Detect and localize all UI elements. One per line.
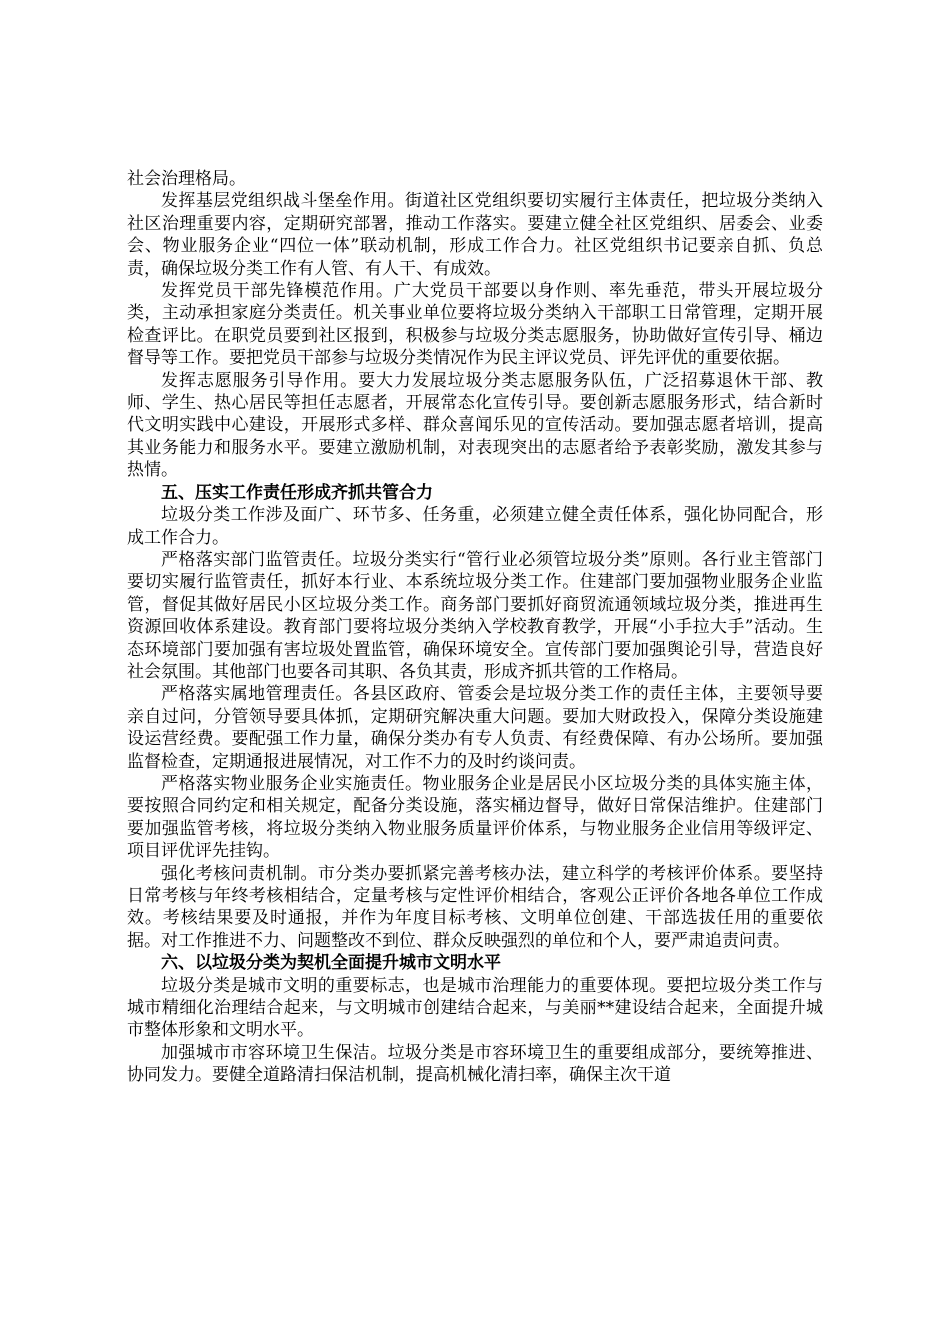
paragraph-8: 严格落实物业服务企业实施责任。物业服务企业是居民小区垃圾分类的具体实施主体，要按照合同约定和相关规定，配备分类设施，落实桶边督导，做好日常保洁维护。住建部门要加强监管考核，将垃圾分类纳入物业服务质量评价体系，与物业服务企业信用等级评定、项目评优评先挂钩。 bbox=[127, 773, 823, 862]
paragraph-4: 发挥志愿服务引导作用。要大力发展垃圾分类志愿服务队伍，广泛招募退休干部、教师、学生、热心居民等担任志愿者，开展常态化宣传引导。要创新志愿服务形式，结合新时代文明实践中心建设，开展形式多样、群众喜闻乐见的宣传活动。要加强志愿者培训，提高其业务能力和服务水平。要建立激励机制，对表现突出的志愿者给予表彰奖励，激发其参与热情。 bbox=[127, 370, 823, 481]
section-heading-6: 六、以垃圾分类为契机全面提升城市文明水平 bbox=[161, 953, 501, 974]
section-heading-5: 五、压实工作责任形成齐抓共管合力 bbox=[161, 482, 433, 503]
paragraph-1: 社会治理格局。 bbox=[127, 169, 246, 189]
paragraph-3: 发挥党员干部先锋模范作用。广大党员干部要以身作则、率先垂范，带头开展垃圾分类，主动承担家庭分类责任。机关事业单位要将垃圾分类纳入干部职工日常管理，定期开展检查评比。在职党员要到社区报到，积极参与垃圾分类志愿服务，协助做好宣传引导、桶边督导等工作。要把党员干部参与垃圾分类情况作为民主评议党员、评先评优的重要依据。 bbox=[127, 281, 823, 369]
paragraph-10: 垃圾分类是城市文明的重要标志，也是城市治理能力的重要体现。要把垃圾分类工作与城市精细化治理结合起来，与文明城市创建结合起来，与美丽**建设结合起来，全面提升城市整体形象和文明水平。 bbox=[127, 975, 823, 1041]
paragraph-9: 强化考核问责机制。市分类办要抓紧完善考核办法，建立科学的考核评价体系。要坚持日常考核与年终考核相结合，定量考核与定性评价相结合，客观公正评价各地各单位工作成效。考核结果要及时通报，并作为年度目标考核、文明单位创建、干部选拔任用的重要依据。对工作推进不力、问题整改不到位、群众反映强烈的单位和个人，要严肃追责问责。 bbox=[127, 863, 823, 951]
paragraph-2: 发挥基层党组织战斗堡垒作用。街道社区党组织要切实履行主体责任，把垃圾分类纳入社区治理重要内容，定期研究部署，推动工作落实。要建立健全社区党组织、居委会、业委会、物业服务企业“四位一体”联动机制，形成工作合力。社区党组织书记要亲自抓、负总责，确保垃圾分类工作有人管、有人干、有成效。 bbox=[127, 191, 823, 279]
paragraph-5: 垃圾分类工作涉及面广、环节多、任务重，必须建立健全责任体系，强化协同配合，形成工作合力。 bbox=[127, 505, 823, 548]
paragraph-11: 加强城市市容环境卫生保洁。垃圾分类是市容环境卫生的重要组成部分，要统筹推进、协同发力。要健全道路清扫保洁机制，提高机械化清扫率，确保主次干道 bbox=[127, 1042, 823, 1086]
document-page bbox=[127, 168, 823, 1087]
paragraph-6: 严格落实部门监管责任。垃圾分类实行“管行业必须管垃圾分类”原则。各行业主管部门要切实履行监管责任，抓好本行业、本系统垃圾分类工作。住建部门要加强物业服务企业监管，督促其做好居民小区垃圾分类工作。商务部门要抓好商贸流通领域垃圾分类，推进再生资源回收体系建设。教育部门要将垃圾分类纳入学校教育教学，开展“小手拉大手”活动。生态环境部门要加强有害垃圾处置监管，确保环境安全。宣传部门要加强舆论引导，营造良好社会氛围。其他部门也要各司其职、各负其责，形成齐抓共管的工作格局。 bbox=[127, 549, 823, 682]
paragraph-7: 严格落实属地管理责任。各县区政府、管委会是垃圾分类工作的责任主体，主要领导要亲自过问，分管领导要具体抓，定期研究解决重大问题。要加大财政投入，保障分类设施建设运营经费。要配强工作力量，确保分类办有专人负责、有经费保障、有办公场所。要加强监督检查，定期通报进展情况，对工作不力的及时约谈问责。 bbox=[127, 684, 823, 772]
